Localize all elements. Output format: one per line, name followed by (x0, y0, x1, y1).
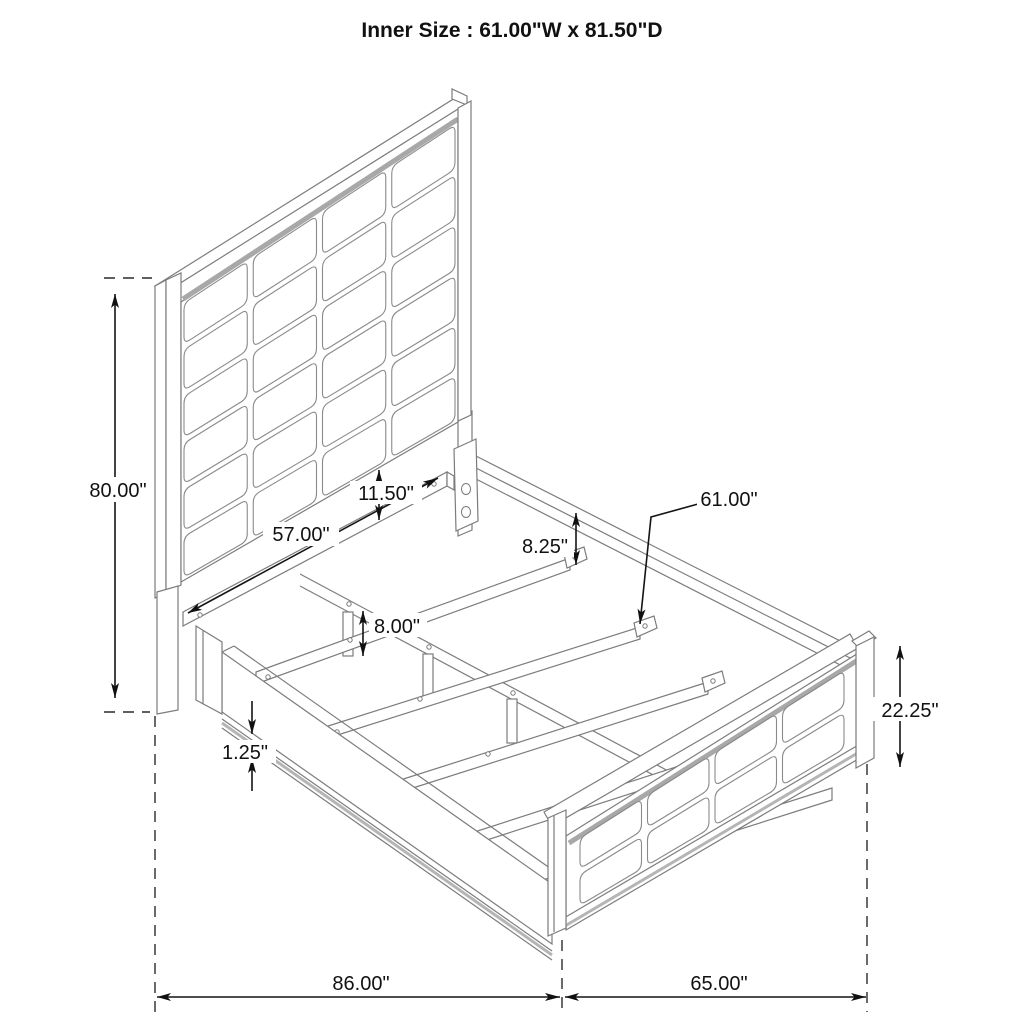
dim-label-support-rail-width: 57.00" (272, 524, 330, 546)
bracket-screw-hole (462, 484, 471, 495)
dim-label-footboard-height: 22.25" (881, 700, 939, 722)
right-side-rail (474, 455, 858, 673)
dim-label-base-trim-height: 1.25" (221, 742, 269, 764)
dim-label-slat-length: 61.00" (700, 489, 758, 511)
dim-footboard-height (873, 646, 947, 767)
dim-label-rail-to-slat-drop: 8.25" (521, 536, 569, 558)
dim-rail-to-slat-drop (516, 513, 576, 565)
dim-overall-width (565, 971, 866, 997)
headboard-left-leg (157, 586, 178, 714)
headboard-right-post (458, 101, 471, 421)
bracket-screw-hole (462, 507, 471, 518)
dim-label-headboard-height: 80.00" (89, 480, 147, 502)
dim-label-center-leg-height: 8.00" (373, 616, 421, 638)
footboard-right-post (856, 637, 874, 768)
dim-headboard-height (85, 294, 151, 698)
headboard-left-post (166, 273, 181, 592)
center-rail-leg (507, 699, 517, 743)
center-rail-leg (423, 654, 433, 698)
rail-outer-face (222, 652, 552, 944)
diagram-title: Inner Size : 61.00"W x 81.50"D (361, 19, 663, 42)
rail-corner-post (196, 626, 222, 714)
dim-label-overall-width: 65.00" (690, 973, 748, 995)
dim-label-panel-to-rail-gap: 11.50" (358, 483, 414, 505)
dim-overall-depth (157, 971, 560, 997)
footboard-left-post (548, 810, 566, 936)
dim-label-overall-depth: 86.00" (332, 973, 390, 995)
headboard-left-post-back (155, 280, 166, 598)
headboard-rail-bracket (454, 439, 478, 531)
